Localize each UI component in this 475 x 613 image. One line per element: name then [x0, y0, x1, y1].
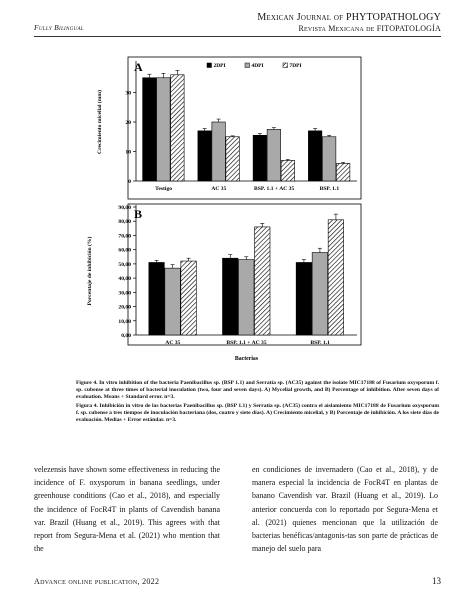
bar: [198, 131, 212, 181]
journal-title-es: Revista Mexicana de FITOPATOLOGÍA: [298, 24, 441, 33]
legend-label: 2DPI: [213, 63, 226, 69]
category-label: BSP. 1.1 + AC 35: [226, 340, 267, 346]
bar: [226, 137, 240, 181]
y-tick-label: 80,00: [118, 219, 131, 226]
bar: [281, 160, 295, 181]
legend-label: 4DPI: [251, 63, 264, 69]
bar: [212, 122, 226, 181]
category-label: Testigo: [155, 186, 173, 192]
bar: [239, 260, 255, 335]
category-label: BSP. 1.1 + AC 35: [253, 186, 295, 192]
legend-swatch: [283, 63, 288, 68]
panel-label: A: [134, 60, 143, 74]
footer-left: Advance online publication, 2022: [34, 577, 160, 586]
journal-title-en: Mexican Journal of PHYTOPATHOLOGY: [257, 12, 441, 23]
bar: [143, 78, 157, 181]
bar: [181, 261, 197, 335]
bar: [165, 268, 181, 335]
bar: [296, 262, 312, 335]
body-column-left: [34, 463, 220, 555]
y-tick-label: 50,00: [118, 261, 131, 268]
bar: [255, 227, 271, 335]
legend-swatch: [207, 63, 212, 68]
chart-panel-b: [86, 204, 361, 362]
y-axis-label: Crecimiento micelial (mm): [97, 90, 103, 154]
body-text-en: velezensis have shown some effectiveness in reducing the incidence of F. oxysporum in banana seedlings, under greenhouse conditions (Cao et al., 2018), and especially the incidence of FocR4T in plants of Cavendish banana var. Brazil (Huang et al., 2019). This agrees with that report from Segura-Mena et al. (2021) who mention that the: [34, 465, 220, 554]
bar: [223, 258, 239, 335]
bar: [149, 262, 165, 335]
bar: [328, 220, 344, 335]
category-label: AC 35: [165, 340, 181, 346]
y-tick-label: 30,00: [118, 290, 131, 297]
figure-caption: [76, 380, 439, 425]
bar: [171, 75, 185, 181]
body-text-es: en condiciones de invernadero (Cao et al., 2018), y de manera especial la incidencia de FocR4T en plantas de banano Cavendish var. Brazil (Huang et al., 2019). Lo anterior concuerda con lo reportado por Segura-Mena et al. (2021) quienes mencionan que la utilización de bacterias benéficas/antagonis-tas son parte de prácticas de manejo del suelo para: [252, 465, 438, 554]
bar: [322, 137, 336, 181]
panel-label: B: [134, 207, 143, 221]
y-tick-label: 10: [125, 149, 131, 156]
y-tick-label: 20,00: [118, 304, 131, 311]
bar: [308, 131, 322, 181]
category-label: BSP. 1.1: [310, 340, 330, 346]
body-column-right: [252, 463, 438, 555]
y-tick-label: 20: [125, 120, 131, 126]
legend-label: 7DPI: [289, 63, 302, 69]
category-label: AC 35: [211, 186, 227, 192]
bar: [253, 135, 267, 181]
y-tick-label: 0: [128, 179, 131, 185]
bar: [336, 163, 350, 181]
y-tick-label: 10,00: [118, 318, 131, 325]
y-tick-label: 70,00: [118, 233, 131, 240]
category-label: BSP. 1.1: [319, 186, 340, 192]
bar: [157, 78, 171, 181]
y-axis-label: Porcentaje de inhibición (%): [87, 236, 93, 306]
running-header-left: Fully Bilingual: [34, 23, 84, 32]
y-tick-label: 0,00: [121, 333, 131, 339]
legend-swatch: [245, 63, 250, 68]
bar: [267, 129, 281, 181]
page-number: 13: [432, 576, 441, 586]
bar: [312, 253, 328, 335]
x-axis-label: Bacterias: [234, 356, 259, 362]
y-tick-label: 30: [125, 90, 131, 97]
caption-english: Figure 4. In vitro inhibition of the bacteria Paenibacillus sp. (BSP 1.1) and Serratia sp. (AC35) against the isolate MIC17188 of Fusarium oxysporum f. sp. cubense at three times of bacterial inoculation (two, four and seven days). A) Mycelial growth, and B) Percentage of inhibition. After seven days of evaluation. Means + Standard error. n=3.: [76, 380, 439, 401]
y-tick-label: 40,00: [118, 276, 131, 283]
caption-spanish: Figura 4. Inhibición in vitro de las bacterias Paenibacillus sp. (BSP 1.1) y Serratia sp. (AC35) contra el aislamiento MIC17188 de Fusarium oxysporum f. sp. cubense a tres tiempos de inoculación bacteriana (dos, cuatro y siete días). A) Crecimiento micelial, y B) Porcentaje de inhibición. A los siete días de evaluación. Medias + Error estándar. n=3.: [76, 402, 439, 424]
y-tick-label: 90,00: [118, 205, 131, 211]
chart-panel-a: [96, 57, 361, 199]
y-tick-label: 60,00: [118, 247, 131, 254]
